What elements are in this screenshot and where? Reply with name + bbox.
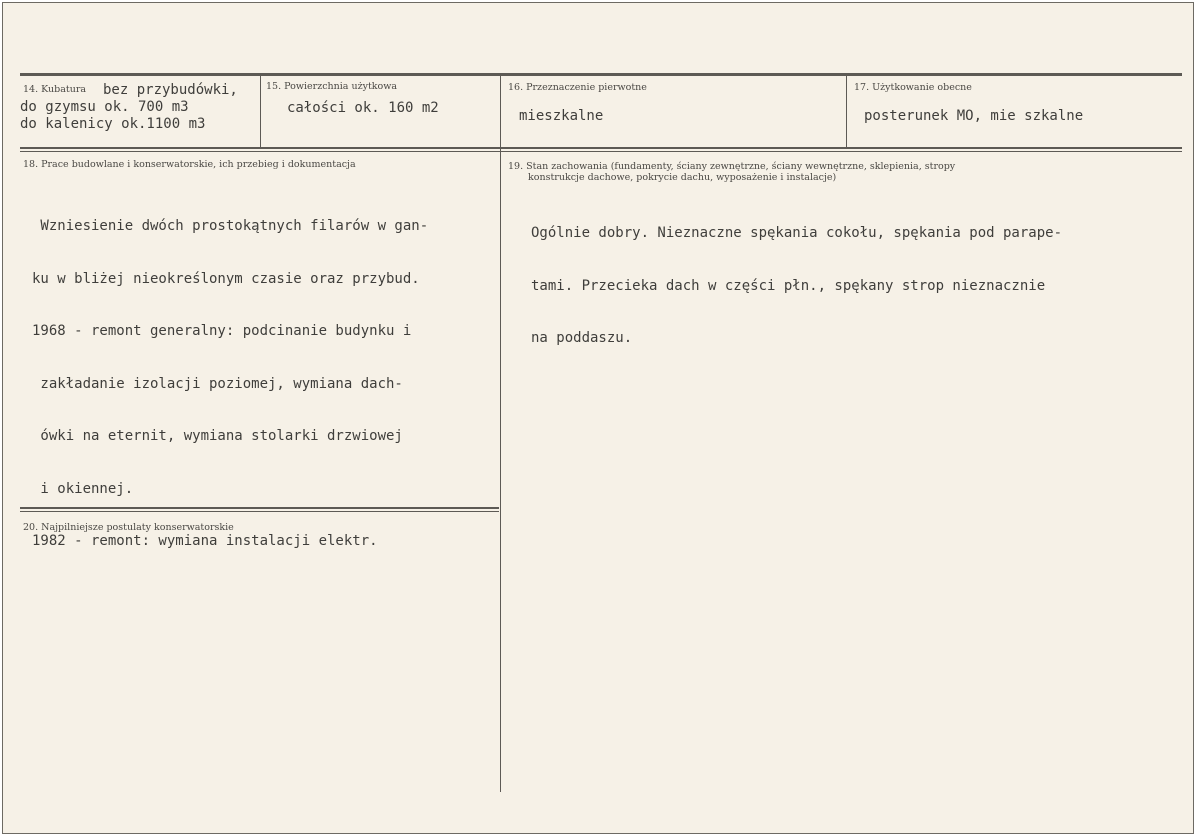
prace-budowlane-text bbox=[32, 183, 428, 568]
stan-line-3: na poddaszu. bbox=[531, 330, 633, 346]
kubatura-label: 14. Kubatura bbox=[23, 84, 87, 95]
prace-budowlane-label: 18. Prace budowlane i konserwatorskie, ich przebieg i dokumentacja bbox=[23, 159, 356, 170]
stan-line-1: Ogólnie dobry. Nieznaczne spękania cokołu, spękania pod parape- bbox=[531, 225, 1063, 241]
powierzchnia-label: 15. Powierzchnia użytkowa bbox=[266, 81, 398, 92]
prace-line-2: ku w bliżej nieokreślonym czasie oraz przybud. bbox=[32, 270, 420, 287]
top-rule bbox=[20, 73, 1182, 76]
row1-bottom-rule bbox=[20, 147, 1182, 149]
divider-15-16 bbox=[500, 76, 501, 792]
stan-zachowania-label-line-1: 19. Stan zachowania (fundamenty, ściany zewnętrzne, ściany wewnętrzne, sklepienia, stropy bbox=[508, 161, 956, 172]
postulaty-label: 20. Najpilniejsze postulaty konserwatorskie bbox=[23, 522, 234, 533]
uzytkowanie-value: posterunek MO, mie szkalne bbox=[864, 108, 1084, 124]
prace-line-4: zakładanie izolacji poziomej, wymiana dach- bbox=[32, 375, 403, 392]
prace-line-6: i okiennej. bbox=[32, 480, 134, 497]
uzytkowanie-label: 17. Użytkowanie obecne bbox=[854, 82, 972, 93]
kubatura-value-line-1: bez przybudówki, bbox=[103, 82, 238, 98]
row1-bottom-rule-thin bbox=[20, 151, 1182, 152]
prace-line-3: 1968 - remont generalny: podcinanie budynku i bbox=[32, 323, 412, 339]
powierzchnia-value: całości ok. 160 m2 bbox=[287, 100, 439, 116]
przeznaczenie-label: 16. Przeznaczenie pierwotne bbox=[508, 82, 647, 93]
kubatura-value-line-2: do gzymsu ok. 700 m3 bbox=[20, 99, 189, 115]
divider-14-15 bbox=[260, 76, 261, 147]
prace-line-7: 1982 - remont: wymiana instalacji elektr. bbox=[32, 533, 378, 549]
stan-line-2: tami. Przecieka dach w części płn., spękany strop nieznacznie bbox=[531, 277, 1046, 294]
przeznaczenie-value: mieszkalne bbox=[519, 108, 604, 124]
divider-16-17 bbox=[846, 76, 847, 147]
prace-line-1: Wzniesienie dwóch prostokątnych filarów w gan- bbox=[32, 218, 429, 234]
prace-line-5: ówki na eternit, wymiana stolarki drzwiowej bbox=[32, 428, 403, 444]
stan-zachowania-label-line-2: konstrukcje dachowe, pokrycie dachu, wyposażenie i instalacje) bbox=[528, 172, 837, 183]
stan-zachowania-text bbox=[531, 190, 1062, 365]
kubatura-value-line-3: do kalenicy ok.1100 m3 bbox=[20, 116, 206, 132]
